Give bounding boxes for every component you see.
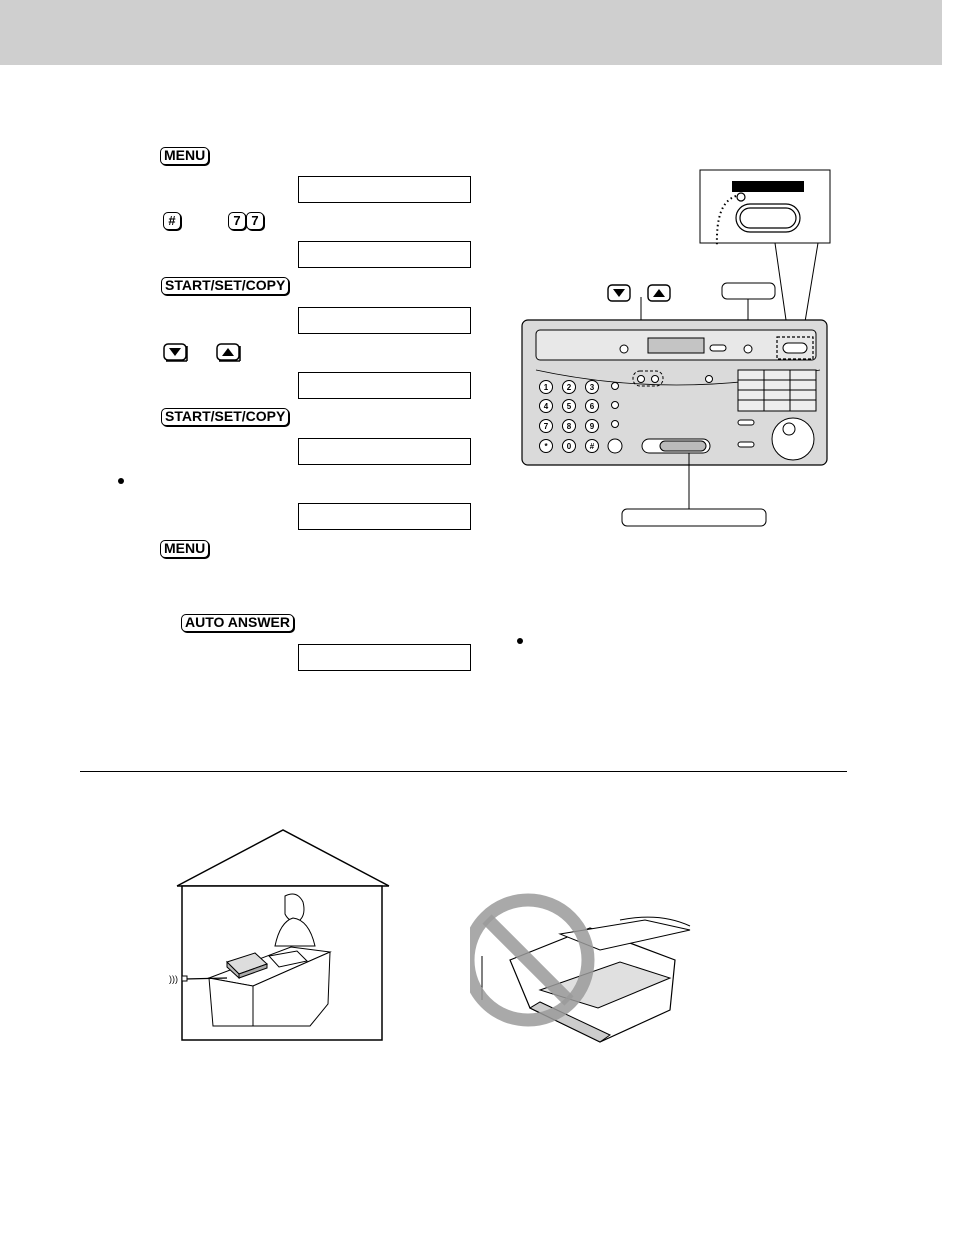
seven-key-first[interactable]: 7	[228, 212, 246, 230]
page-header-band	[0, 0, 942, 65]
display-box-3	[298, 307, 471, 334]
svg-text:6: 6	[589, 402, 595, 411]
menu-key[interactable]: MENU	[160, 147, 209, 165]
svg-text:4: 4	[543, 402, 549, 411]
auto-answer-key[interactable]: AUTO ANSWER	[181, 614, 294, 632]
down-arrow-key[interactable]	[163, 343, 189, 363]
svg-text:3: 3	[589, 383, 595, 392]
menu-key-2[interactable]: MENU	[160, 540, 209, 558]
svg-text:*: *	[544, 442, 548, 451]
auto-answer-label-bar	[732, 181, 804, 192]
display-box-1	[298, 176, 471, 203]
display-box-6	[298, 503, 471, 530]
up-arrow-key[interactable]	[216, 343, 242, 363]
hash-key[interactable]: #	[163, 212, 181, 230]
svg-text:0: 0	[566, 442, 572, 451]
display-box-2	[298, 241, 471, 268]
svg-text:1: 1	[543, 383, 549, 392]
svg-text:5: 5	[566, 402, 572, 411]
seven-key-second[interactable]: 7	[246, 212, 264, 230]
svg-text:8: 8	[566, 422, 572, 431]
svg-text:#: #	[589, 442, 595, 451]
display-box-5	[298, 438, 471, 465]
svg-text:9: 9	[589, 422, 595, 431]
svg-text:))): )))	[169, 974, 178, 984]
prohibited-placement-illustration	[470, 890, 700, 1048]
bullet-point-right	[517, 638, 523, 644]
section-divider	[80, 771, 847, 772]
fax-control-panel-illustration	[500, 165, 840, 530]
bullet-point	[118, 478, 124, 484]
office-installation-illustration	[165, 826, 395, 1044]
svg-text:2: 2	[566, 383, 572, 392]
auto-answer-indicator-icon	[737, 193, 745, 201]
start-set-copy-key-2[interactable]: START/SET/COPY	[161, 408, 289, 426]
display-box-7	[298, 644, 471, 671]
start-set-copy-key[interactable]: START/SET/COPY	[161, 277, 289, 295]
display-box-4	[298, 372, 471, 399]
svg-text:7: 7	[543, 422, 549, 431]
